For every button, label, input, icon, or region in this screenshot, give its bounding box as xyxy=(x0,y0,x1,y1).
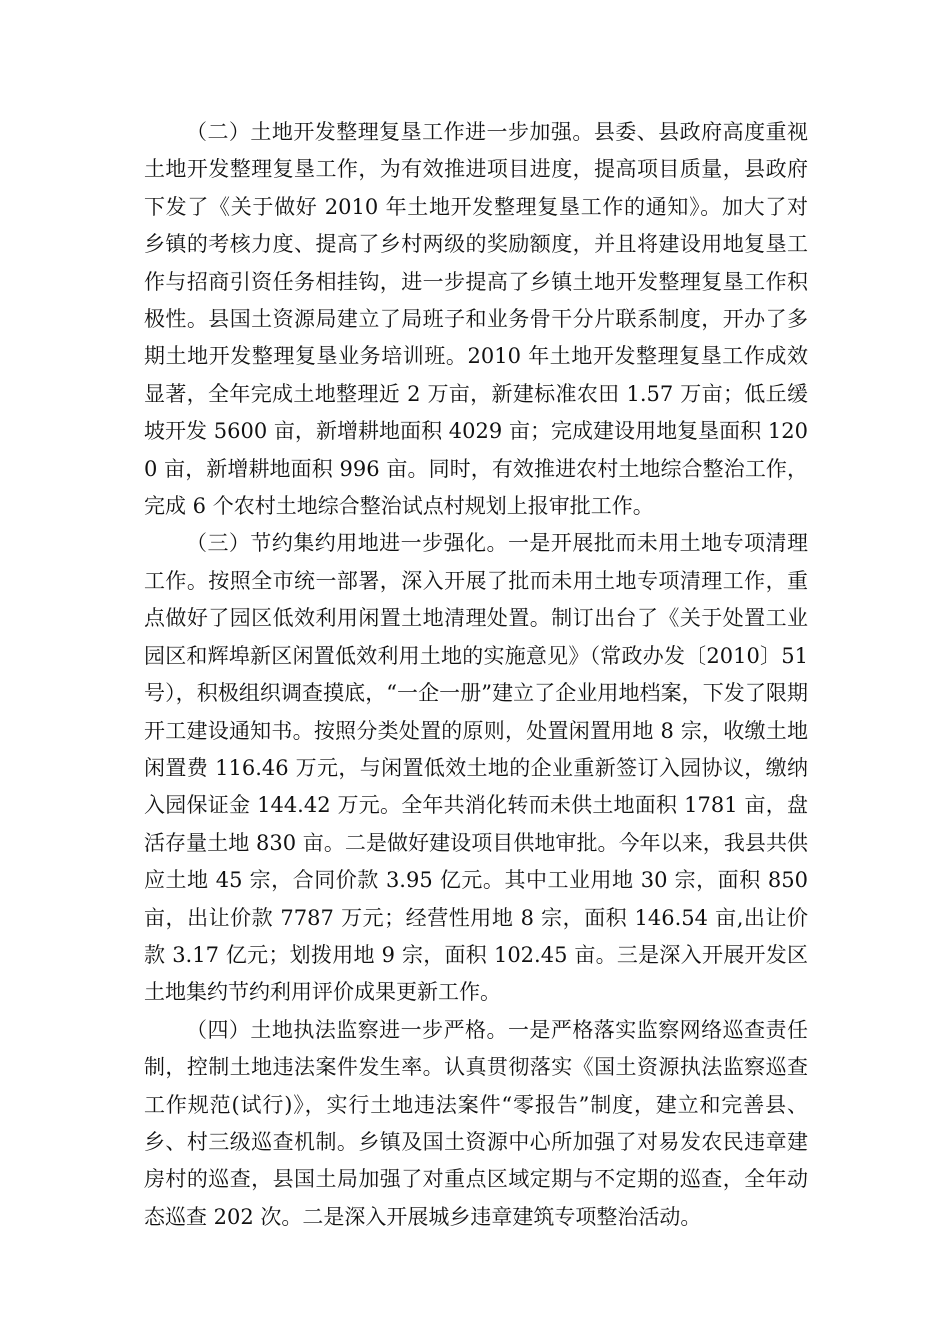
paragraph-law-enforcement: （四）土地执法监察进一步严格。一是严格落实监察网络巡查责任制，控制土地违法案件发生率。认真贯彻落实《国土资源执法监察巡查工作规范(试行)》，实行土地违法案件“零报告”制度，建立和完善县、乡、村三级巡查机制。乡镇及国土资源中心所加强了对易发农民违章建房村的巡查，县国土局加强了对重点区域定期与不定期的巡查，全年动态巡查 202 次。二是深入开展城乡违章建筑专项整治活动。 xyxy=(144,1017,808,1229)
paragraph-land-development: （二）土地开发整理复垦工作进一步加强。县委、县政府高度重视土地开发整理复垦工作，为有效推进项目进度，提高项目质量，县政府下发了《关于做好 2010 年土地开发整理复垦工作的通知》。加大了对乡镇的考核力度、提高了乡村两级的奖励额度，并且将建设用地复垦工作与招商引资任务相挂钩，进一步提高了乡镇土地开发整理复垦工作积极性。县国土资源局建立了局班子和业务骨干分片联系制度，开办了多期土地开发整理复垦业务培训班。2010 年土地开发整理复垦工作成效显著，全年完成土地整理近 2 万亩，新建标准农田 1.57 万亩；低丘缓坡开发 5600 亩，新增耕地面积 4029 亩；完成建设用地复垦面积 1200 亩，新增耕地面积 996 亩。同时，有效推进农村土地综合整治工作，完成 6 个农村土地综合整治试点村规划上报审批工作。 xyxy=(144,120,808,519)
paragraph-land-conservation: （三）节约集约用地进一步强化。一是开展批而未用土地专项清理工作。按照全市统一部署，深入开展了批而未用土地专项清理工作，重点做好了园区低效利用闲置土地清理处置。制订出台了《关于处置工业园区和辉埠新区闲置低效利用土地的实施意见》（常政办发〔2010〕51 号），积极组织调查摸底，“一企一册”建立了企业用地档案，下发了限期开工建设通知书。按照分类处置的原则，处置闲置用地 8 宗，收缴土地闲置费 116.46 万元，与闲置低效土地的企业重新签订入园协议，缴纳入园保证金 144.42 万元。全年共消化转而未供土地面积 1781 亩，盘活存量土地 830 亩。二是做好建设项目供地审批。今年以来，我县共供应土地 45 宗，合同价款 3.95 亿元。其中工业用地 30 宗，面积 850 亩，出让价款 7787 万元；经营性用地 8 宗，面积 146.54 亩,出让价款 3.17 亿元；划拨用地 9 宗，面积 102.45 亩。三是深入开展开发区土地集约节约利用评价成果更新工作。 xyxy=(144,531,808,1005)
document-body xyxy=(144,114,808,1236)
